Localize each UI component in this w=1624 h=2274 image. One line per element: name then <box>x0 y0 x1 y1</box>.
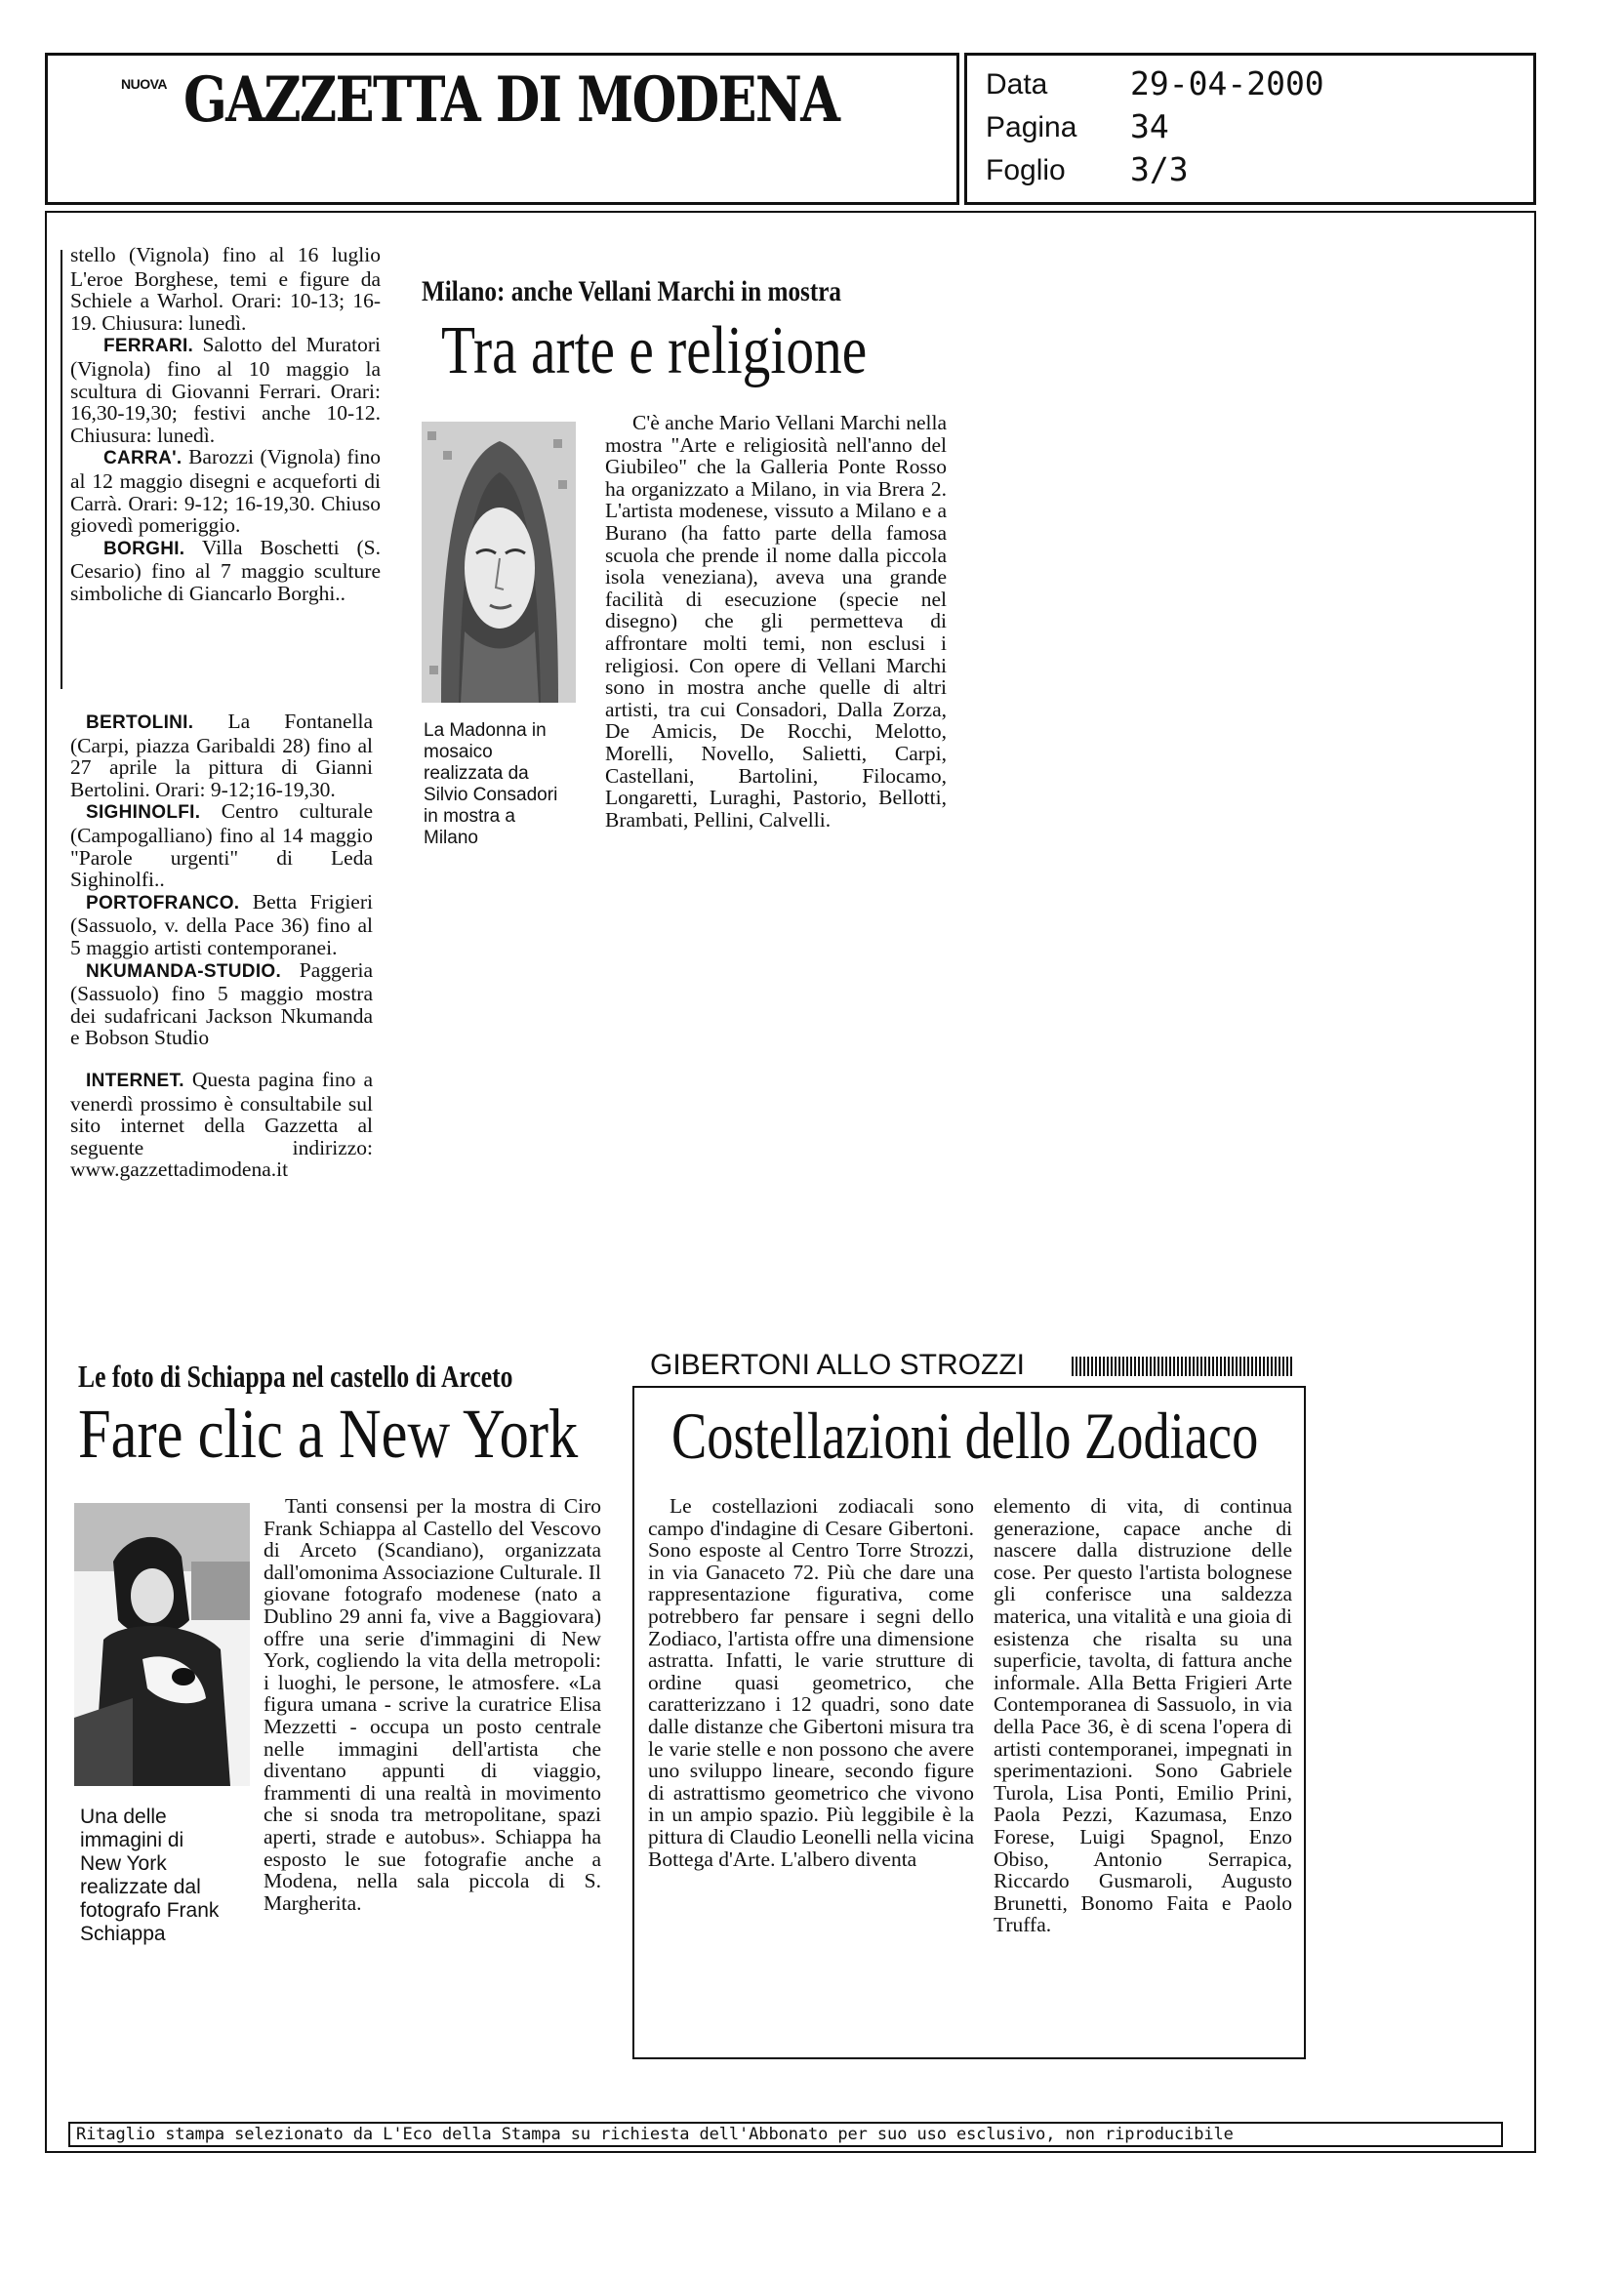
footer-notice: Ritaglio stampa selezionato da L'Eco della Stampa su richiesta dell'Abbonato per suo uso esclusivo, non riproducibile <box>76 2125 1234 2144</box>
sheet-value: 3/3 <box>1130 150 1189 188</box>
sheet-label: Foglio <box>986 154 1066 186</box>
listing-7: NKUMANDA-STUDIO. Paggeria (Sassuolo) fino 5 maggio mostra dei sudafricani Jackson Nkumanda e Bobson Studio <box>70 957 373 1050</box>
listing-8: INTERNET. Questa pagina fino a venerdì prossimo è consultabile sul sito internet della Gazzetta al seguente indirizzo: www.gazzettadimodena.it <box>70 1067 373 1182</box>
milano-caption: La Madonna in mosaico realizzata da Silvio Consadori in mostra a Milano <box>424 720 558 848</box>
schiappa-kicker: Le foto di Schiappa nel castello di Arceto <box>78 1359 513 1394</box>
listing-5: SIGHINOLFI. Centro culturale (Campogalliano) fino al 14 maggio "Parole urgenti" di Leda Sighinolfi.. <box>70 799 373 892</box>
listing-1: FERRARI. Salotto del Muratori (Vignola) fino al 10 maggio la scultura di Giovanni Ferrari. Orari: 16,30-19,30; festivi anche 10-12. Chiusura: lunedì. <box>70 333 381 447</box>
listings-rule <box>61 250 62 689</box>
listings-column-lower <box>70 711 373 1181</box>
listing-3: BORGHI. Villa Boschetti (S. Cesario) fino al 7 maggio sculture simboliche di Giancarlo Borghi.. <box>70 535 381 605</box>
listing-4: BERTOLINI. La Fontanella (Carpi, piazza Garibaldi 28) fino al 27 aprile la pittura di Gianni Bertolini. Orari: 9-12;16-19,30. <box>70 710 374 801</box>
gibertoni-kicker-pattern <box>1072 1357 1292 1376</box>
listings-column <box>70 244 381 605</box>
masthead-title: GAZZETTA DI MODENA <box>183 63 839 137</box>
date-value: 29-04-2000 <box>1130 64 1324 102</box>
listing-6: PORTOFRANCO. Betta Frigieri (Sassuolo, v. della Pace 36) fino al 5 maggio artisti contemporanei. <box>70 889 373 959</box>
gibertoni-headline: Costellazioni dello Zodiaco <box>671 1399 1259 1473</box>
masthead-prefix: NUOVA <box>121 76 168 92</box>
listing-2: CARRA'. Barozzi (Vignola) fino al 12 maggio disegni e acqueforti di Carrà. Orari: 9-12; 16-19,30. Chiuso giovedì pomeriggio. <box>70 445 382 538</box>
gibertoni-body-right-text: elemento di vita, di continua generazione, capace anche di nascere dalla distruzione delle cose. Per questo l'artista bolognese gli conferisce una saldezza materica, una vitalità e una gioia di esistenza che risalta su una superficie, tavolta, di fattura anche informale. Alla Betta Frigieri Arte Contemporanea di Sassuolo, in via della Pace 36, è di scena l'opera di artisti contemporanei, impegnati in sperimentazioni. Sono Gabriele Turola, Lisa Ponti, Emilio Prini, Paola Pezzi, Kazumasa, Enzo Forese, Luigi Spagnol, Enzo Obiso, Antonio Serrapica, Riccardo Gusmaroli, Augusto Brunetti, Bonomo Faita e Paolo Truffa. <box>994 1494 1292 1937</box>
milano-kicker: Milano: anche Vellani Marchi in mostra <box>422 275 842 307</box>
page-label: Pagina <box>986 111 1077 143</box>
schiappa-body <box>264 1495 601 1914</box>
gibertoni-body-left <box>648 1495 974 1870</box>
schiappa-caption: Una delle immagini di New York realizzate dal fotografo Frank Schiappa <box>80 1806 220 1945</box>
new-york-photo <box>74 1503 250 1786</box>
page-value: 34 <box>1130 107 1169 145</box>
gibertoni-body-right <box>994 1495 1292 1936</box>
schiappa-headline: Fare clic a New York <box>78 1395 579 1473</box>
gibertoni-kicker: GIBERTONI ALLO STROZZI <box>650 1349 1035 1382</box>
listing-0: stello (Vignola) fino al 16 luglio L'eroe Borghese, temi e figure da Schiele a Warhol. Orari: 10-13; 16-19. Chiusura: lunedì. <box>70 243 381 335</box>
milano-headline: Tra arte e religione <box>441 313 868 388</box>
milano-body <box>605 412 947 831</box>
madonna-mosaic-image <box>422 422 576 703</box>
date-label: Data <box>986 68 1048 101</box>
milano-body-text: C'è anche Mario Vellani Marchi nella mostra "Arte e religiosità nell'anno del Giubileo" che la Galleria Ponte Rosso ha organizzato a Milano, in via Brera 2. L'artista modenese, vissuto a Milano e a Burano (ha fatto parte della famosa scuola che prende il nome dalla piccola isola veneziana), aveva una grande facilità di esecuzione (specie nel disegno) che gli permetteva di affrontare molti temi, non esclusi i religiosi. Con opere di Vellani Marchi sono in mostra anche quelle di altri artisti, tra cui Consadori, Dalla Zorza, De Amicis, De Rocchi, Melotto, Morelli, Novello, Salietti, Carpi, Castellani, Bartolini, Filocamo, Longaretti, Luraghi, Pastorio, Bellotti, Brambati, Pellini, Calvelli. <box>605 411 947 832</box>
gibertoni-body-left-text: Le costellazioni zodiacali sono campo d'indagine di Cesare Gibertoni. Sono esposte al Centro Torre Strozzi, in via Ganaceto 72. Più che dare una rappresentazione figurativa, come potrebbero far pensare i segni dello Zodiaco, l'artista offre una dimensione astratta. Infatti, le varie strutture di ordine quasi geometrico, che caratterizzano i 12 quadri, sono date dalle distanze che Gibertoni misura tra le varie stelle e non possono che avere uno sviluppo lineare, secondo figure di astrattismo geometrico che vivono in un ampio spazio. Più leggibile è la pittura di Claudio Leonelli nella vicina Bottega d'Arte. L'albero diventa <box>648 1494 974 1871</box>
schiappa-body-text: Tanti consensi per la mostra di Ciro Frank Schiappa al Castello del Vescovo di Arceto (Scandiano), organizzata dall'omonima Associazione Culturale. Il giovane fotografo modenese (nato a Dublino 29 anni fa, vive a Baggiovara) offre una serie d'immagini di New York, cogliendo la vita della metropoli: i luoghi, le persone, le atmosfere. «La figura umana - scrive la curatrice Elisa Mezzetti - occupa un posto centrale nelle immagini dell'artista che diventano appunti di viaggio, frammenti di una realtà in movimento che si snoda tra metropolitane, spazi aperti, strade e autobus». Schiappa ha esposto le sue fotografie anche a Modena, nella sala piccola di S. Margherita. <box>264 1494 601 1915</box>
new-york-illustration <box>74 1503 250 1786</box>
madonna-illustration <box>422 422 576 703</box>
